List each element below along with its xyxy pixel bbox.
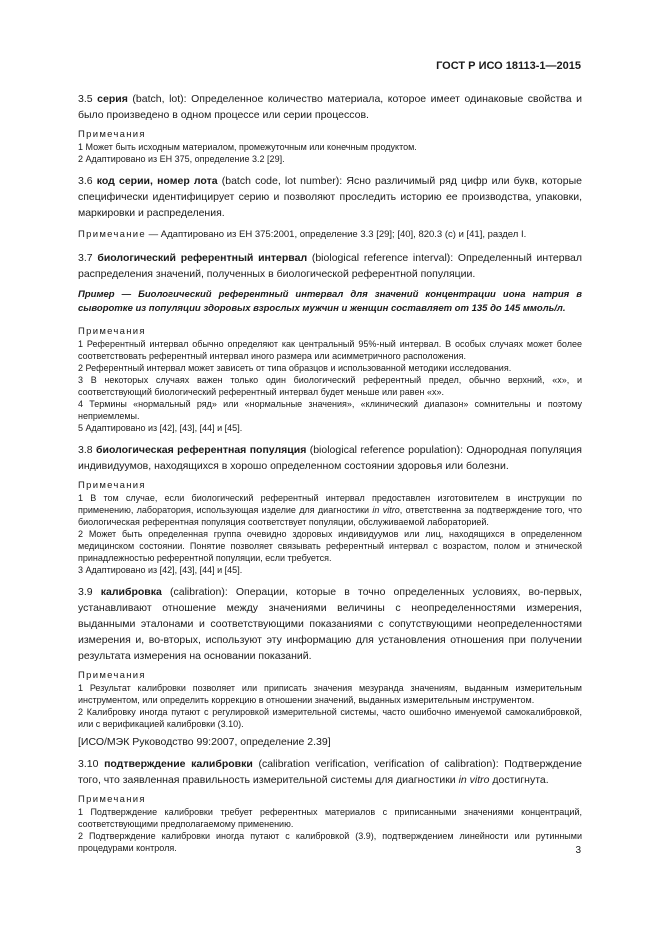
note-text: — Адаптировано из ЕН 375:2001, определение 3.3 [29]; [40], 820.3 (с) и [41], раздел I. (146, 229, 527, 240)
notes-title: Примечания (78, 794, 146, 805)
term-3-9 (78, 584, 582, 748)
term-number: 3.8 (78, 444, 93, 456)
term-text: (batch code, lot number): Ясно различимый ряд цифр или букв, которые специфически идентифицирует серию и позволяют проследить историю ее производства, упаковки, маркировки и распределения. (78, 175, 582, 219)
note: 5 Адаптировано из [42], [43], [44] и [45]. (78, 423, 243, 433)
term-definition (78, 756, 582, 788)
inline-note (78, 229, 582, 240)
note: 1 Может быть исходным материалом, промежуточным или конечным продуктом. (78, 142, 417, 152)
term-definition (78, 250, 582, 282)
term-3-8 (78, 442, 582, 576)
term-text: (batch, lot): Определенное количество материала, которое имеет одинаковые свойства и было произведено в одном процессе или серии процессов. (78, 93, 582, 121)
content (78, 91, 582, 862)
term-name: код серии, номер лота (96, 175, 218, 187)
note (78, 492, 582, 528)
term-definition (78, 173, 582, 221)
note: 4 Термины «нормальный ряд» или «нормальные значения», «клинический диапазон» сомнительны и поэтому неприемлемы. (78, 399, 582, 421)
note: 2 Подтверждение калибровки иногда путают с калибровкой (3.9), подтверждением линейности или рутинными процедурами контроля. (78, 831, 582, 853)
notes-title: Примечания (78, 670, 146, 681)
term-number: 3.5 (78, 93, 93, 105)
document-header: ГОСТ Р ИСО 18113-1—2015 (436, 60, 581, 72)
note-label: Примечание (78, 229, 146, 240)
term-italic: in vitro (458, 774, 490, 786)
term-number: 3.7 (78, 252, 93, 264)
note-text: 1 В том случае, если биологический референтный интервал предоставлен изготовителем в инструкции по применению, лаборатория, использующая изделие для диагностики (78, 493, 582, 515)
term-3-7 (78, 250, 582, 434)
note: 3 В некоторых случаях важен только один биологический референтный предел, обычно верхний, «x», и соответствующий биологический референтный интервал будет меньше или равен «x». (78, 375, 582, 397)
note: 1 Референтный интервал обычно определяют как центральный 95%-ный интервал. В особых случаях может более соответствовать референтный интервал иного размера или асимметричного расположения. (78, 339, 582, 361)
term-text: (calibration verification, verification of calibration): Подтверждение того, что заявленная правильность измерительной системы для диагностики (78, 758, 582, 786)
term-name: серия (97, 93, 128, 105)
term-3-5 (78, 91, 582, 165)
term-definition (78, 584, 582, 664)
term-name: биологический референтный интервал (97, 252, 308, 264)
term-definition (78, 442, 582, 474)
note: 1 Подтверждение калибровки требует референтных материалов с приписанными значениями концентраций, соответствующими предполагаемому применению. (78, 807, 582, 829)
note-text: , ответственна за подтверждение того, что биологическая референтная популяция соответствует популяции, обслуживаемой лабораторией. (78, 505, 582, 527)
term-text: (calibration): Операции, которые в точно определенных условиях, во-первых, устанавливают отношение между значениями величины с неопределенностями измерения, выданными эталонами и соответствующими показаниями с сопутствующими неопределенностями измерения и, во-вторых, используют эту информацию для установления отношения при получении результата измерения на основании показаний. (78, 586, 582, 662)
term-number: 3.6 (78, 175, 93, 187)
note: 2 Адаптировано из ЕН 375, определение 3.2 [29]. (78, 154, 285, 164)
notes-title: Примечания (78, 129, 146, 140)
term-text: (biological reference population): Однородная популяция индивидуумов, находящихся в хорошо определенном состоянии здоровья или болезни. (78, 444, 582, 472)
term-definition (78, 91, 582, 123)
term-number: 3.9 (78, 586, 93, 598)
note: 2 Калибровку иногда путают с регулировкой измерительной системы, часто ошибочно именуемой самокалибровкой, или с верификацией калибровки (3.10). (78, 707, 582, 729)
note: 1 Результат калибровки позволяет или приписать значения мезуранда значениям, выданным измерительным инструментом, или определить коррекцию в отношении значений, выданных измерительным инструментом. (78, 683, 582, 705)
notes-title: Примечания (78, 480, 146, 491)
term-number: 3.10 (78, 758, 99, 770)
note: 3 Адаптировано из [42], [43], [44] и [45]. (78, 565, 243, 575)
term-name: подтверждение калибровки (104, 758, 253, 770)
term-3-10 (78, 756, 582, 854)
term-name: калибровка (100, 586, 162, 598)
note: 2 Референтный интервал может зависеть от типа образцов и использованной методики исследования. (78, 363, 512, 373)
term-text: (biological reference interval): Определенный интервал распределения значений, полученных в биологической референтной популяции. (78, 252, 582, 280)
note-italic: in vitro (372, 505, 400, 515)
note: 2 Может быть определенная группа очевидно здоровых индивидуумов или лиц, находящихся в определенном медицинском состоянии. Понятие позволяет связывать референтный интервал с возрастом, полом и этнической принадлежностью референтной популяции, если требуется. (78, 529, 582, 563)
source-reference: [ИСО/МЭК Руководство 99:2007, определение 2.39] (78, 736, 331, 748)
notes-title: Примечания (78, 326, 146, 337)
term-name: биологическая референтная популяция (96, 444, 307, 456)
term-text: достигнута. (489, 774, 549, 786)
page-number: 3 (575, 845, 581, 856)
example: Пример — Биологический референтный интервал для значений концентрации иона натрия в сыворотке из популяции здоровых взрослых мужчин и женщин составляет от 135 до 145 ммоль/л. (78, 289, 582, 314)
term-3-6 (78, 173, 582, 240)
